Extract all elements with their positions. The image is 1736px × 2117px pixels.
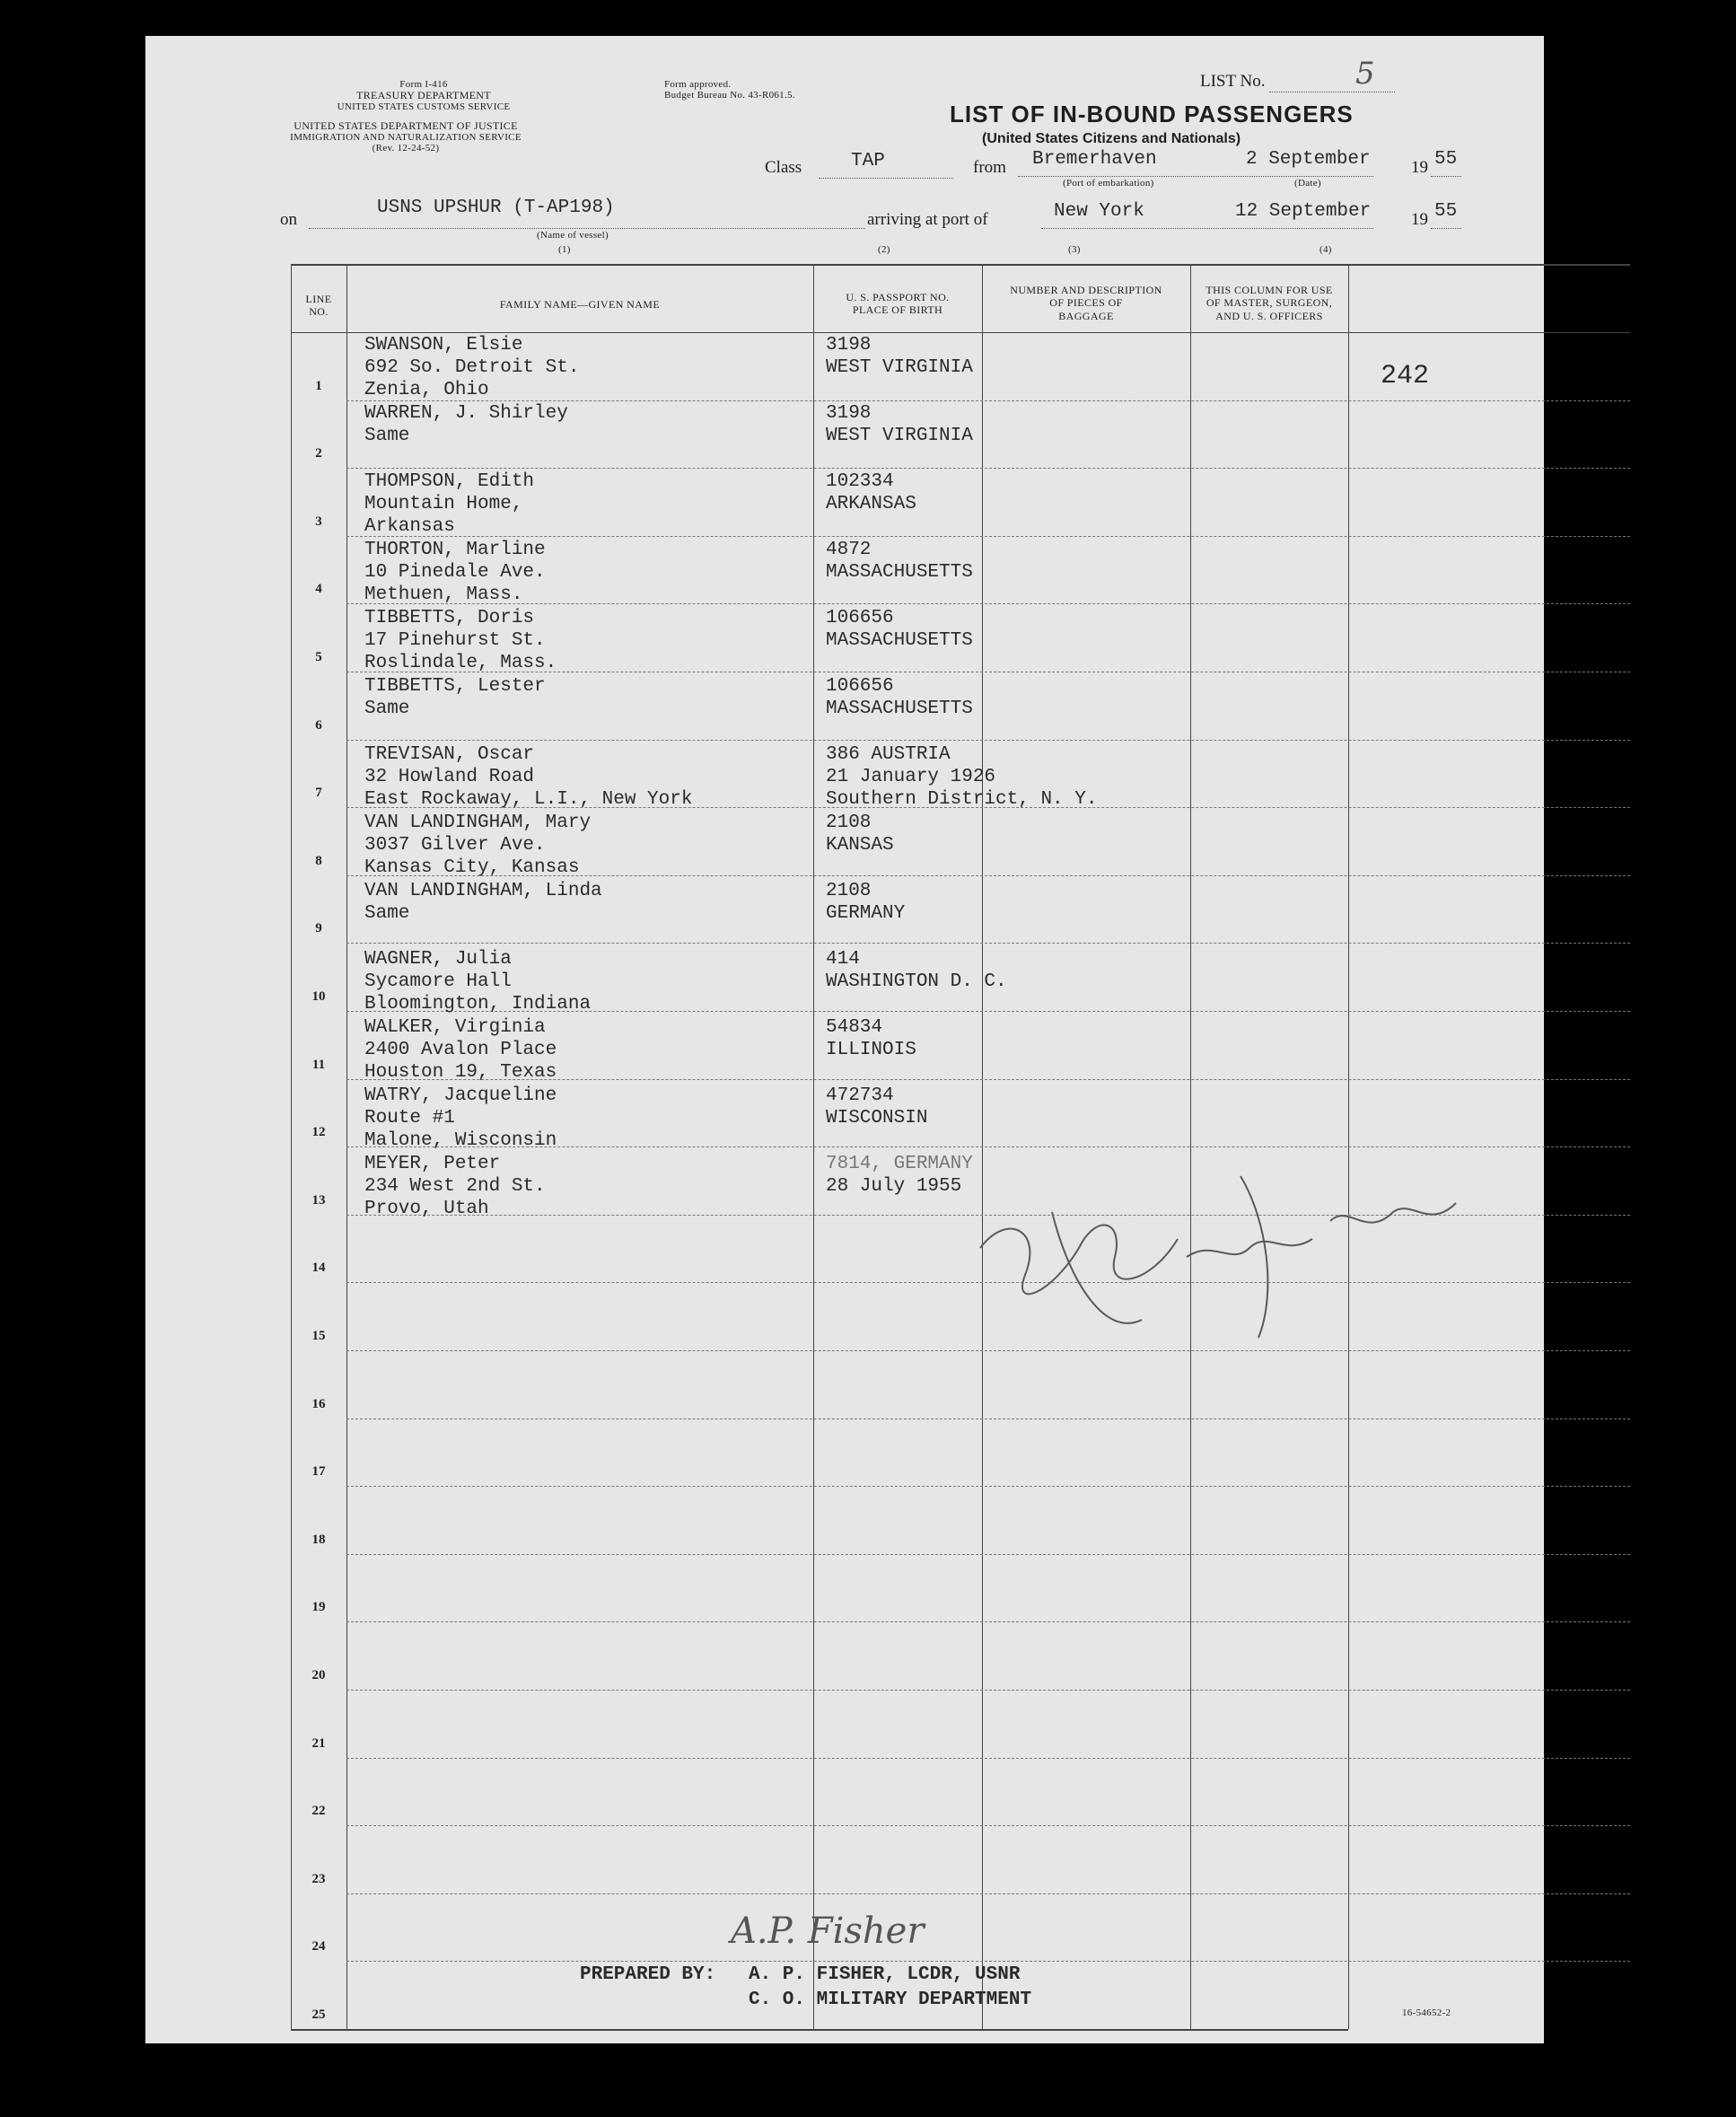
line-number: 5 (315, 650, 322, 664)
class-value: TAP (851, 151, 885, 171)
class-label: Class (765, 158, 802, 177)
embark-date-value: 2 September (1246, 149, 1371, 170)
line-number: 23 (311, 1871, 326, 1886)
print-code: 16-54652-2 (1402, 2007, 1451, 2018)
prepared-by: A. P. FISHER, LCDR, USNR (749, 1964, 1021, 1985)
ins-service: IMMIGRATION AND NATURALIZATION SERVICE (290, 132, 522, 143)
prepared-label: PREPARED BY: (580, 1964, 716, 1985)
treasury-dept: TREASURY DEPARTMENT (356, 89, 491, 101)
revision: (Rev. 12-24-52) (372, 143, 440, 154)
line-number: 19 (311, 1600, 326, 1615)
line-number: 8 (315, 853, 322, 868)
row-separator (346, 943, 1630, 944)
entry-10-name: WAGNER, Julia Sycamore Hall Bloomington, Indiana (364, 949, 592, 1015)
entry-1-name: SWANSON, Elsie 692 So. Detroit St. Zenia, Ohio (364, 335, 580, 400)
vessel-value: USNS UPSHUR (T-AP198) (377, 198, 615, 218)
officer-note: 242 (1381, 361, 1430, 391)
col-header-officers: THIS COLUMN FOR USE OF MASTER, SURGEON, AND U. S. OFFICERS (1206, 284, 1333, 322)
entry-2-passport: 3198 WEST VIRGINIA (826, 403, 973, 446)
justice-dept: UNITED STATES DEPARTMENT OF JUSTICE (294, 119, 518, 132)
line-number: 14 (311, 1261, 326, 1276)
arrive-year-line (1431, 228, 1461, 229)
entry-9-passport: 2108 GERMANY (826, 881, 906, 924)
row-separator (346, 1554, 1630, 1555)
date-caption: (Date) (1294, 178, 1321, 189)
entry-1-passport: 3198 WEST VIRGINIA (826, 335, 973, 378)
line-number: 25 (311, 2007, 326, 2022)
line-number: 6 (315, 717, 322, 733)
budget-bureau: Budget Bureau No. 43-R061.5. (664, 90, 795, 101)
col-header-line-no: LINE NO. (305, 293, 332, 319)
line-number: 7 (315, 786, 322, 801)
form-subtitle: (United States Citizens and Nationals) (982, 131, 1241, 146)
officer-signature-scribble (971, 1113, 1474, 1365)
row-separator (346, 1893, 1630, 1894)
line-number: 10 (311, 989, 326, 1004)
from-label: from (973, 158, 1006, 177)
entry-11-passport: 54834 ILLINOIS (826, 1017, 916, 1060)
class-line (819, 178, 953, 179)
row-separator (346, 1961, 1630, 1962)
line-number: 4 (315, 582, 322, 597)
row-separator (346, 536, 1630, 537)
line-number: 18 (311, 1532, 326, 1547)
arrive-port-value: New York (1054, 201, 1144, 222)
on-label: on (280, 210, 297, 229)
port-embark-value: Bremerhaven (1032, 149, 1157, 170)
row-separator (346, 1690, 1630, 1691)
col-number-3: (3) (1068, 244, 1081, 255)
arrive-port-line (1041, 228, 1373, 229)
entry-13-name: MEYER, Peter 234 West 2nd St. Provo, Utah (364, 1154, 546, 1219)
line-number: 12 (311, 1125, 326, 1140)
form-approved: Form approved. (664, 79, 732, 90)
line-number: 2 (315, 446, 322, 461)
entry-13-passport: 7814, GERMANY 28 July 1955 (826, 1154, 973, 1197)
entry-9-name: VAN LANDINGHAM, Linda Same (364, 881, 602, 924)
vessel-col-number: (1) (558, 244, 571, 255)
entry-12-passport: 472734 WISCONSIN (826, 1085, 928, 1129)
line-number: 24 (311, 1939, 326, 1954)
row-separator (346, 1825, 1630, 1826)
line-number: 9 (315, 921, 322, 936)
port-embark-line (1018, 176, 1373, 177)
line-number: 17 (311, 1464, 326, 1480)
entry-8-name: VAN LANDINGHAM, Mary 3037 Gilver Ave. Kansas City, Kansas (364, 813, 592, 878)
row-separator (346, 740, 1630, 741)
entry-10-passport: 414 WASHINGTON D. C. (826, 949, 1007, 992)
line-number: 20 (311, 1668, 326, 1682)
entry-4-name: THORTON, Marline 10 Pinedale Ave. Methuen, Mass. (364, 540, 546, 605)
entry-12-name: WATRY, Jacqueline Route #1 Malone, Wisconsin (364, 1085, 557, 1151)
embark-year: 55 (1434, 149, 1458, 170)
arrive-date-value: 12 September (1235, 201, 1372, 222)
entry-5-passport: 106656 MASSACHUSETTS (826, 608, 973, 651)
entry-7-name: TREVISAN, Oscar 32 Howland Road East Rockaway, L.I., New York (364, 744, 693, 810)
port-embark-caption: (Port of embarkation) (1063, 178, 1154, 189)
form-title: LIST OF IN-BOUND PASSENGERS (950, 101, 1354, 127)
arrive-year-prefix: 19 (1411, 210, 1428, 229)
embark-year-line (1431, 176, 1461, 177)
entry-3-name: THOMPSON, Edith Mountain Home, Arkansas (364, 471, 535, 537)
row-separator (346, 468, 1630, 469)
embark-year-prefix: 19 (1411, 158, 1428, 177)
entry-11-name: WALKER, Virginia 2400 Avalon Place Houston 19, Texas (364, 1017, 557, 1083)
col-number-4: (4) (1320, 244, 1332, 255)
col-header-passport: U. S. PASSPORT NO. PLACE OF BIRTH (846, 291, 950, 317)
line-number: 13 (311, 1192, 326, 1208)
line-number: 1 (315, 378, 322, 393)
col-number-2: (2) (878, 244, 890, 255)
vessel-line (309, 228, 865, 229)
row-separator (346, 1758, 1630, 1759)
entry-4-passport: 4872 MASSACHUSETTS (826, 540, 973, 583)
entry-6-passport: 106656 MASSACHUSETTS (826, 676, 973, 719)
form-number: Form I-416 (399, 79, 448, 90)
row-separator (346, 1486, 1630, 1487)
line-number: 16 (311, 1396, 326, 1411)
line-number: 22 (311, 1804, 326, 1819)
line-number: 3 (315, 514, 322, 529)
col-header-name: FAMILY NAME—GIVEN NAME (499, 298, 661, 311)
passenger-list-form (145, 36, 1544, 2043)
entry-8-passport: 2108 KANSAS (826, 813, 894, 856)
col-header-baggage: NUMBER AND DESCRIPTION OF PIECES OF BAGGAGE (1010, 284, 1162, 322)
entry-3-passport: 102334 ARKANSAS (826, 471, 916, 514)
vessel-caption: (Name of vessel) (537, 230, 609, 241)
department: C. O. MILITARY DEPARTMENT (749, 1990, 1032, 2010)
entry-7-passport: 386 AUSTRIA 21 January 1926 Southern District, N. Y. (826, 744, 1098, 810)
preparer-signature: A.P. Fisher (731, 1911, 925, 1952)
customs-service: UNITED STATES CUSTOMS SERVICE (337, 101, 511, 112)
entry-5-name: TIBBETTS, Doris 17 Pinehurst St. Roslindale, Mass. (364, 608, 557, 673)
arriving-label: arriving at port of (867, 210, 988, 229)
line-number: 15 (311, 1329, 326, 1343)
arrive-year: 55 (1434, 201, 1458, 222)
row-separator (346, 1621, 1630, 1622)
entry-2-name: WARREN, J. Shirley Same (364, 403, 568, 446)
line-number: 21 (311, 1735, 326, 1751)
list-no-value: 5 (1355, 56, 1375, 92)
line-number: 11 (311, 1057, 326, 1072)
list-no-label: LIST No. (1200, 72, 1266, 91)
entry-6-name: TIBBETTS, Lester Same (364, 676, 546, 719)
